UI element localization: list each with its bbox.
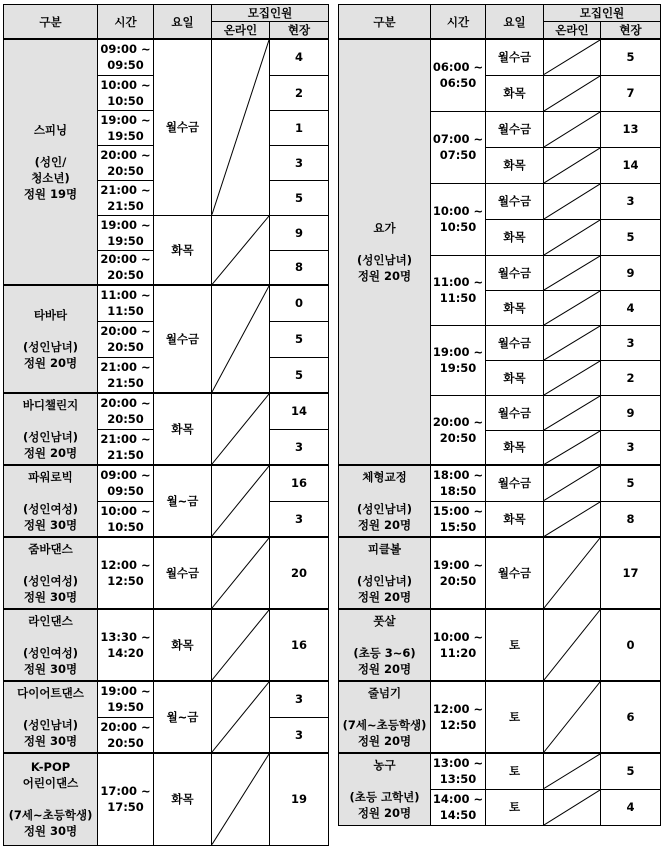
class-day: 화목 [486, 290, 544, 325]
class-day: 화목 [486, 501, 544, 537]
table-row [4, 465, 329, 501]
onsite-count: 0 [601, 609, 661, 681]
diagonal-slash-icon [544, 40, 600, 75]
online-na-cell [544, 395, 601, 430]
online-na-cell [212, 215, 270, 285]
program-name: 다이어트댄스 (성인남녀) 정원 30명 [4, 681, 98, 753]
onsite-count: 4 [601, 789, 661, 825]
class-day: 토 [486, 609, 544, 681]
online-na-cell [544, 537, 601, 609]
class-day: 화목 [154, 393, 212, 465]
online-na-cell [212, 753, 270, 845]
class-day: 월수금 [486, 537, 544, 609]
onsite-count: 3 [270, 717, 329, 753]
header-time: 시간 [431, 5, 486, 40]
online-na-cell [544, 360, 601, 395]
class-time: 19:00 ~ 20:50 [431, 537, 486, 609]
onsite-count: 3 [601, 325, 661, 360]
diagonal-slash-icon [212, 610, 269, 680]
class-day: 월수금 [486, 39, 544, 75]
program-name: 피클볼 (성인남녀) 정원 20명 [339, 537, 431, 609]
class-day: 화목 [154, 609, 212, 681]
diagonal-slash-icon [544, 112, 600, 147]
program-name: 풋살 (초등 3~6) 정원 20명 [339, 609, 431, 681]
onsite-count: 13 [601, 111, 661, 147]
header-recruit: 모집인원 [212, 5, 329, 22]
class-time: 10:00 ~ 10:50 [98, 75, 154, 110]
diagonal-slash-icon [212, 538, 269, 608]
onsite-count: 3 [270, 501, 329, 537]
class-time: 19:00 ~ 19:50 [98, 215, 154, 250]
class-time: 20:00 ~ 20:50 [98, 717, 154, 753]
online-na-cell [212, 537, 270, 609]
diagonal-slash-icon [212, 286, 269, 392]
class-time: 18:00 ~ 18:50 [431, 465, 486, 501]
class-time: 06:00 ~ 06:50 [431, 39, 486, 111]
diagonal-slash-icon [544, 538, 600, 608]
program-name: 농구 (초등 고학년) 정원 20명 [339, 753, 431, 825]
class-day: 월수금 [486, 183, 544, 219]
onsite-count: 5 [270, 321, 329, 357]
program-name: K-POP 어린이댄스 (7세~초등학생) 정원 30명 [4, 753, 98, 845]
class-time: 21:00 ~ 21:50 [98, 357, 154, 393]
online-na-cell [544, 255, 601, 290]
table-row [339, 681, 661, 753]
header-day: 요일 [486, 5, 544, 40]
onsite-count: 7 [601, 75, 661, 111]
class-day: 월수금 [486, 255, 544, 290]
program-name: 타바타 (성인남녀) 정원 20명 [4, 285, 98, 393]
diagonal-slash-icon [544, 256, 600, 290]
table-row [339, 609, 661, 681]
class-time: 20:00 ~ 20:50 [431, 395, 486, 465]
diagonal-slash-icon [544, 76, 600, 111]
online-na-cell [544, 183, 601, 219]
schedule-table-left [3, 4, 329, 846]
onsite-count: 9 [601, 255, 661, 290]
class-day: 토 [486, 753, 544, 789]
onsite-count: 4 [270, 39, 329, 75]
class-day: 화목 [486, 219, 544, 255]
diagonal-slash-icon [544, 291, 600, 325]
onsite-count: 16 [270, 609, 329, 681]
diagonal-slash-icon [544, 431, 600, 465]
onsite-count: 5 [270, 180, 329, 215]
program-name: 요가 (성인남녀) 정원 20명 [339, 39, 431, 465]
diagonal-slash-icon [212, 394, 269, 464]
diagonal-slash-icon [212, 466, 269, 536]
class-day: 토 [486, 681, 544, 753]
header-online: 온라인 [212, 22, 270, 40]
table-row [4, 393, 329, 429]
header-online: 온라인 [544, 22, 601, 40]
diagonal-slash-icon [544, 610, 600, 680]
onsite-count: 8 [270, 250, 329, 285]
onsite-count: 20 [270, 537, 329, 609]
onsite-count: 5 [601, 39, 661, 75]
diagonal-slash-icon [544, 396, 600, 430]
onsite-count: 2 [270, 75, 329, 110]
diagonal-slash-icon [544, 466, 600, 501]
onsite-count: 0 [270, 285, 329, 321]
class-time: 12:00 ~ 12:50 [431, 681, 486, 753]
online-na-cell [544, 111, 601, 147]
program-name: 라인댄스 (성인여성) 정원 30명 [4, 609, 98, 681]
table-row [4, 753, 329, 845]
class-day: 화목 [486, 147, 544, 183]
class-time: 11:00 ~ 11:50 [431, 255, 486, 325]
class-time: 14:00 ~ 14:50 [431, 789, 486, 825]
class-time: 20:00 ~ 20:50 [98, 321, 154, 357]
online-na-cell [544, 39, 601, 75]
onsite-count: 19 [270, 753, 329, 845]
class-time: 20:00 ~ 20:50 [98, 145, 154, 180]
class-time: 19:00 ~ 19:50 [98, 681, 154, 717]
online-na-cell [544, 501, 601, 537]
onsite-count: 5 [270, 357, 329, 393]
online-na-cell [544, 609, 601, 681]
diagonal-slash-icon [544, 790, 600, 825]
class-day: 월~금 [154, 465, 212, 537]
program-name: 줌바댄스 (성인여성) 정원 30명 [4, 537, 98, 609]
program-name: 스피닝 (성인/ 청소년) 정원 19명 [4, 39, 98, 285]
class-time: 17:00 ~ 17:50 [98, 753, 154, 845]
class-time: 13:00 ~ 13:50 [431, 753, 486, 789]
diagonal-slash-icon [544, 148, 600, 183]
online-na-cell [212, 393, 270, 465]
header-onsite: 현장 [270, 22, 329, 40]
diagonal-slash-icon [544, 184, 600, 219]
diagonal-slash-icon [212, 682, 269, 752]
online-na-cell [544, 290, 601, 325]
online-na-cell [544, 681, 601, 753]
class-time: 10:00 ~ 11:20 [431, 609, 486, 681]
class-day: 월~금 [154, 681, 212, 753]
diagonal-slash-icon [544, 754, 600, 789]
online-na-cell [544, 147, 601, 183]
onsite-count: 3 [270, 681, 329, 717]
onsite-count: 5 [601, 753, 661, 789]
class-day: 화목 [486, 360, 544, 395]
class-time: 07:00 ~ 07:50 [431, 111, 486, 183]
onsite-count: 3 [601, 430, 661, 465]
class-time: 11:00 ~ 11:50 [98, 285, 154, 321]
online-na-cell [544, 430, 601, 465]
diagonal-slash-icon [212, 216, 269, 285]
program-name: 체형교정 (성인남녀) 정원 20명 [339, 465, 431, 537]
online-na-cell [544, 219, 601, 255]
table-row [339, 39, 661, 75]
table-row [4, 609, 329, 681]
header-day: 요일 [154, 5, 212, 40]
class-time: 15:00 ~ 15:50 [431, 501, 486, 537]
header-recruit: 모집인원 [544, 5, 661, 22]
onsite-count: 14 [601, 147, 661, 183]
diagonal-slash-icon [544, 682, 600, 752]
onsite-count: 3 [270, 429, 329, 465]
onsite-count: 1 [270, 110, 329, 145]
class-day: 화목 [154, 753, 212, 845]
online-na-cell [544, 789, 601, 825]
onsite-count: 16 [270, 465, 329, 501]
online-na-cell [212, 285, 270, 393]
class-time: 10:00 ~ 10:50 [431, 183, 486, 255]
class-time: 19:00 ~ 19:50 [431, 325, 486, 395]
class-time: 20:00 ~ 20:50 [98, 250, 154, 285]
class-day: 화목 [486, 75, 544, 111]
onsite-count: 9 [601, 395, 661, 430]
onsite-count: 17 [601, 537, 661, 609]
class-day: 화목 [154, 215, 212, 285]
diagonal-slash-icon [544, 326, 600, 360]
onsite-count: 5 [601, 219, 661, 255]
table-row [4, 39, 329, 75]
class-day: 월수금 [154, 285, 212, 393]
header-time: 시간 [98, 5, 154, 40]
class-day: 월수금 [486, 465, 544, 501]
class-day: 화목 [486, 430, 544, 465]
class-time: 09:00 ~ 09:50 [98, 39, 154, 75]
online-na-cell [212, 465, 270, 537]
class-day: 월수금 [154, 537, 212, 609]
table-row [339, 465, 661, 501]
header-onsite: 현장 [601, 22, 661, 40]
online-na-cell [544, 325, 601, 360]
schedule-table-right [338, 4, 661, 826]
class-day: 월수금 [486, 325, 544, 360]
online-na-cell [212, 681, 270, 753]
onsite-count: 4 [601, 290, 661, 325]
onsite-count: 14 [270, 393, 329, 429]
class-time: 21:00 ~ 21:50 [98, 429, 154, 465]
online-na-cell [544, 753, 601, 789]
diagonal-slash-icon [212, 754, 269, 845]
program-name: 줄넘기 (7세~초등학생) 정원 20명 [339, 681, 431, 753]
onsite-count: 8 [601, 501, 661, 537]
onsite-count: 6 [601, 681, 661, 753]
onsite-count: 3 [601, 183, 661, 219]
onsite-count: 5 [601, 465, 661, 501]
class-time: 10:00 ~ 10:50 [98, 501, 154, 537]
table-row [4, 285, 329, 321]
online-na-cell [544, 465, 601, 501]
table-row [339, 537, 661, 609]
class-day: 토 [486, 789, 544, 825]
onsite-count: 2 [601, 360, 661, 395]
program-name: 파워로빅 (성인여성) 정원 30명 [4, 465, 98, 537]
class-day: 월수금 [486, 111, 544, 147]
table-row [4, 681, 329, 717]
header-category: 구분 [339, 5, 431, 40]
online-na-cell [212, 609, 270, 681]
diagonal-slash-icon [544, 502, 600, 537]
class-day: 월수금 [154, 39, 212, 215]
online-na-cell [212, 39, 270, 215]
class-time: 13:30 ~ 14:20 [98, 609, 154, 681]
onsite-count: 3 [270, 145, 329, 180]
program-name: 바디챌린지 (성인남녀) 정원 20명 [4, 393, 98, 465]
class-time: 21:00 ~ 21:50 [98, 180, 154, 215]
diagonal-slash-icon [544, 220, 600, 255]
onsite-count: 9 [270, 215, 329, 250]
online-na-cell [544, 75, 601, 111]
class-time: 19:00 ~ 19:50 [98, 110, 154, 145]
class-time: 20:00 ~ 20:50 [98, 393, 154, 429]
class-day: 월수금 [486, 395, 544, 430]
diagonal-slash-icon [544, 361, 600, 395]
class-time: 12:00 ~ 12:50 [98, 537, 154, 609]
diagonal-slash-icon [212, 40, 269, 215]
table-row [4, 537, 329, 609]
class-time: 09:00 ~ 09:50 [98, 465, 154, 501]
table-row [339, 753, 661, 789]
header-category: 구분 [4, 5, 98, 40]
